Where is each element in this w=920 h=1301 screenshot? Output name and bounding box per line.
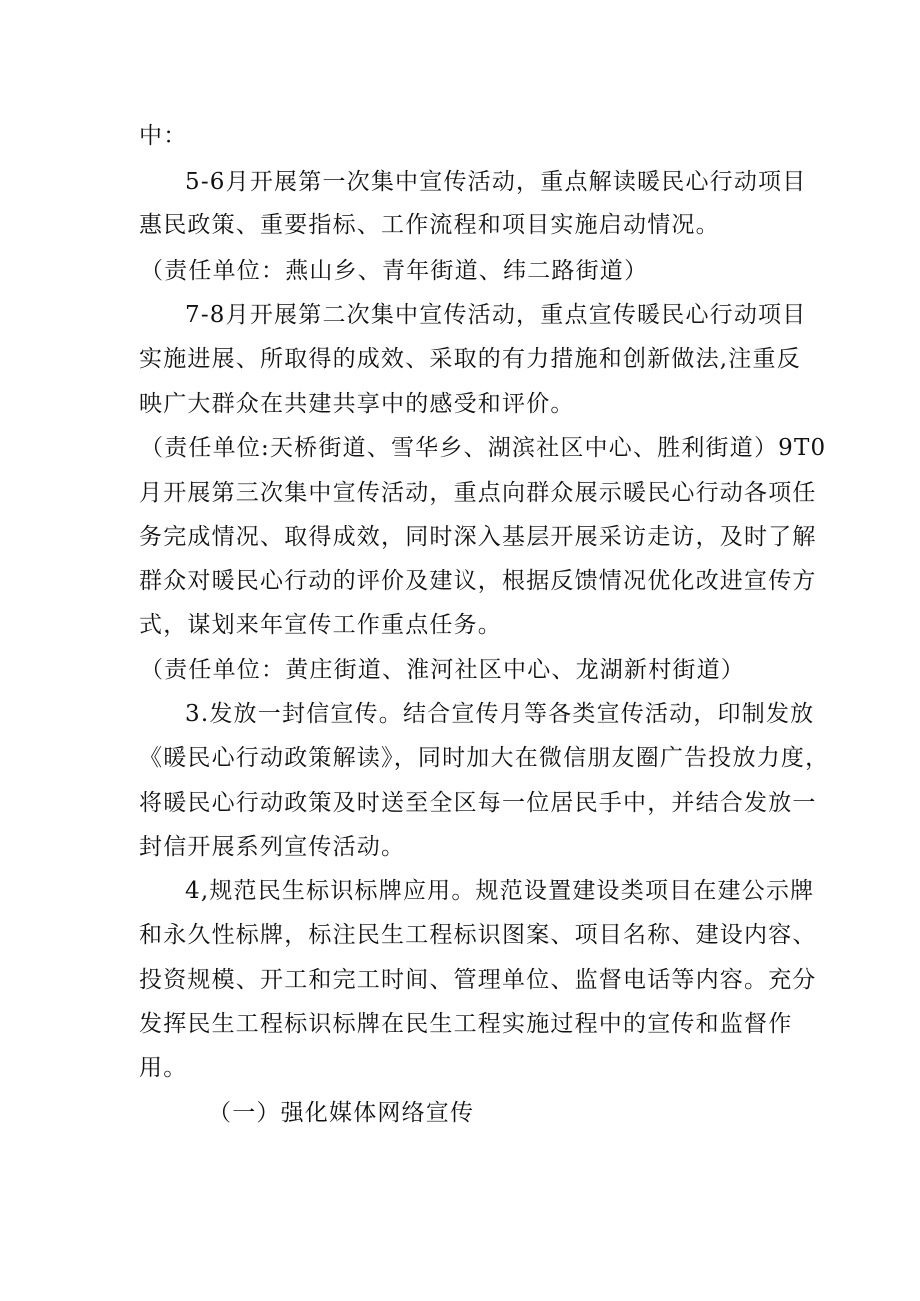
text-line: 实施进展、所取得的成效、采取的有力措施和创新做法,注重反 xyxy=(139,346,801,372)
text-line: 将暖民心行动政策及时送至全区每一位居民手中，并结合发放一 xyxy=(139,790,817,816)
text-line: 用。 xyxy=(139,1055,188,1081)
paragraph-first-line: 3.发放一封信宣传。结合宣传月等各类宣传活动，印制发放 xyxy=(185,701,815,727)
text-line: 《暖民心行动政策解读》，同时加大在微信朋友圈广告投放力度， xyxy=(139,745,830,771)
responsible-units-line: （责任单位：燕山乡、青年街道、纬二路街道） xyxy=(140,258,649,284)
responsible-units-line: （责任单位:天桥街道、雪华乡、湖滨社区中心、胜利街道）9T0 xyxy=(140,435,827,461)
paragraph-first-line: 7-8月开展第二次集中宣传活动，重点宣传暖民心行动项目 xyxy=(185,302,807,328)
text-line: 封信开展系列宣传活动。 xyxy=(139,834,406,860)
text-line: 中： xyxy=(139,123,188,149)
text-line: 和永久性标牌，标注民生工程标识图案、项目名称、建设内容、 xyxy=(139,922,817,948)
text-line: 式，谋划来年宣传工作重点任务。 xyxy=(139,612,502,638)
paragraph-first-line: 5-6月开展第一次集中宣传活动，重点解读暖民心行动项目 xyxy=(185,169,807,195)
text-line: 投资规模、开工和完工时间、管理单位、监督电话等内容。充分 xyxy=(139,967,817,993)
text-line: 务完成情况、取得成效，同时深入基层开展采访走访，及时了解 xyxy=(139,524,817,550)
section-heading: （一）强化媒体网络宣传 xyxy=(208,1100,475,1126)
text-line: 发挥民生工程标识标牌在民生工程实施过程中的宣传和监督作 xyxy=(139,1011,793,1037)
text-line: 映广大群众在共建共享中的感受和评价。 xyxy=(139,391,575,417)
paragraph-first-line: 4,规范民生标识标牌应用。规范设置建设类项目在建公示牌 xyxy=(185,878,815,904)
text-line: 群众对暖民心行动的评价及建议，根据反馈情况优化改进宣传方 xyxy=(139,568,817,594)
text-line: 月开展第三次集中宣传活动，重点向群众展示暖民心行动各项任 xyxy=(139,480,817,506)
responsible-units-line: （责任单位：黄庄街道、淮河社区中心、龙湖新村街道） xyxy=(140,657,745,683)
text-line: 惠民政策、重要指标、工作流程和项目实施启动情况。 xyxy=(139,212,720,238)
